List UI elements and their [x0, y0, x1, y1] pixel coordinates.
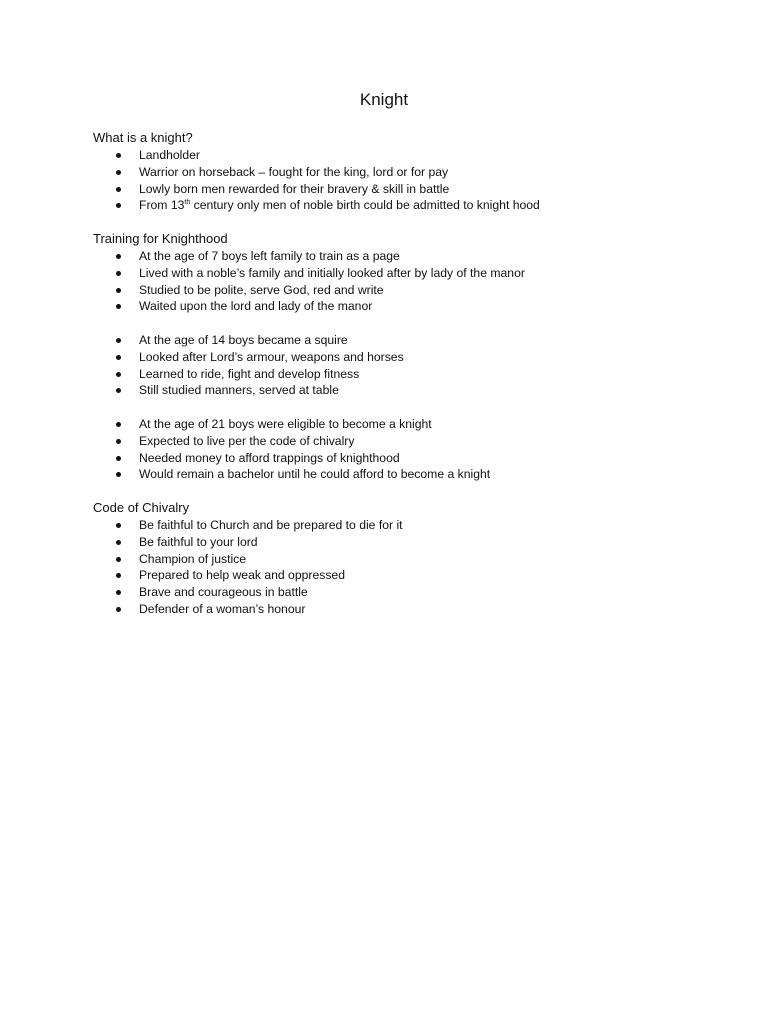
list-item	[93, 147, 733, 164]
list-item-text: Waited upon the lord and lady of the manor	[139, 299, 373, 314]
bullet-list	[93, 332, 733, 399]
list-item-text: Expected to live per the code of chivalry	[139, 433, 355, 448]
list-item-text-start: From 13	[139, 198, 185, 213]
list-item	[93, 298, 733, 315]
list-item-text: Studied to be polite, serve God, red and write	[139, 282, 384, 297]
bullet-icon	[116, 271, 121, 276]
list-item-text: Still studied manners, served at table	[139, 383, 339, 398]
bullet-icon	[116, 557, 121, 562]
bullet-icon	[116, 472, 121, 477]
list-item	[93, 282, 733, 299]
list-item	[93, 332, 733, 349]
list-item	[93, 584, 733, 601]
list-item-text: At the age of 7 boys left family to train as a page	[139, 249, 400, 263]
bullet-list	[93, 517, 733, 618]
list-item	[93, 349, 733, 366]
bullet-icon	[116, 304, 121, 309]
list-item	[93, 181, 733, 198]
bullet-list	[93, 248, 733, 315]
bullet-icon	[116, 388, 121, 393]
bullet-icon	[116, 590, 121, 595]
bullet-icon	[116, 422, 121, 427]
bullet-icon	[116, 187, 121, 192]
list-item	[93, 450, 733, 467]
list-item	[93, 551, 733, 568]
bullet-icon	[116, 338, 121, 343]
page-title: Knight	[359, 90, 409, 109]
list-item-text: At the age of 14 boys became a squire	[139, 332, 348, 347]
list-item	[93, 265, 733, 282]
paragraph-gap	[93, 315, 733, 332]
list-item	[93, 466, 733, 483]
list-item-text: Looked after Lord’s armour, weapons and horses	[139, 349, 404, 364]
bullet-icon	[116, 523, 121, 528]
list-item	[93, 382, 733, 399]
list-item-text: Champion of justice	[139, 551, 247, 566]
bullet-icon	[116, 439, 121, 444]
list-item-text: Needed money to afford trappings of knighthood	[139, 450, 400, 465]
list-item-text: Defender of a woman’s honour	[139, 601, 306, 616]
bullet-icon	[116, 573, 121, 578]
bullet-icon	[116, 254, 121, 259]
list-item-text: Be faithful to your lord	[139, 534, 258, 549]
list-item-text: Would remain a bachelor until he could afford to become a knight	[139, 467, 491, 482]
list-item	[93, 366, 733, 383]
list-item-text: Warrior on horseback – fought for the king, lord or for pay	[139, 164, 449, 179]
bullet-list	[93, 147, 733, 214]
list-item-text: Lowly born men rewarded for their bravery & skill in battle	[139, 181, 450, 196]
list-item	[93, 164, 733, 181]
list-item-text: Prepared to help weak and oppressed	[139, 568, 345, 583]
list-item	[93, 601, 733, 618]
bullet-icon	[116, 203, 121, 208]
bullet-icon	[116, 607, 121, 612]
section-heading: What is a knight?	[93, 130, 193, 145]
bullet-icon	[116, 456, 121, 461]
list-item-text: Learned to ride, fight and develop fitness	[139, 366, 360, 381]
list-item-text: Be faithful to Church and be prepared to die for it	[139, 518, 403, 532]
section-heading: Code of Chivalry	[93, 500, 190, 515]
list-item-text: Landholder	[139, 148, 200, 162]
section-heading: Training for Knighthood	[93, 231, 228, 246]
bullet-icon	[116, 372, 121, 377]
list-item	[93, 517, 733, 534]
section-what-is-a-knight	[93, 130, 733, 214]
list-item	[93, 197, 733, 214]
list-item	[93, 534, 733, 551]
bullet-list	[93, 416, 733, 483]
list-item-text: At the age of 21 boys were eligible to become a knight	[139, 416, 432, 431]
list-item	[93, 567, 733, 584]
list-item-text: Brave and courageous in battle	[139, 585, 308, 600]
list-item	[93, 433, 733, 450]
paragraph-gap	[93, 399, 733, 416]
bullet-icon	[116, 153, 121, 158]
bullet-icon	[116, 355, 121, 360]
section-code-of-chivalry	[93, 500, 733, 618]
list-item-text-end: century only men of noble birth could be admitted to knight hood	[190, 198, 540, 213]
list-item	[93, 248, 733, 265]
bullet-icon	[116, 540, 121, 545]
list-item	[93, 416, 733, 433]
section-training-for-knighthood	[93, 231, 733, 483]
bullet-icon	[116, 288, 121, 293]
ordinal-suffix: th	[184, 199, 191, 207]
bullet-icon	[116, 170, 121, 175]
list-item-text: Lived with a noble’s family and initially looked after by lady of the manor	[139, 265, 525, 280]
